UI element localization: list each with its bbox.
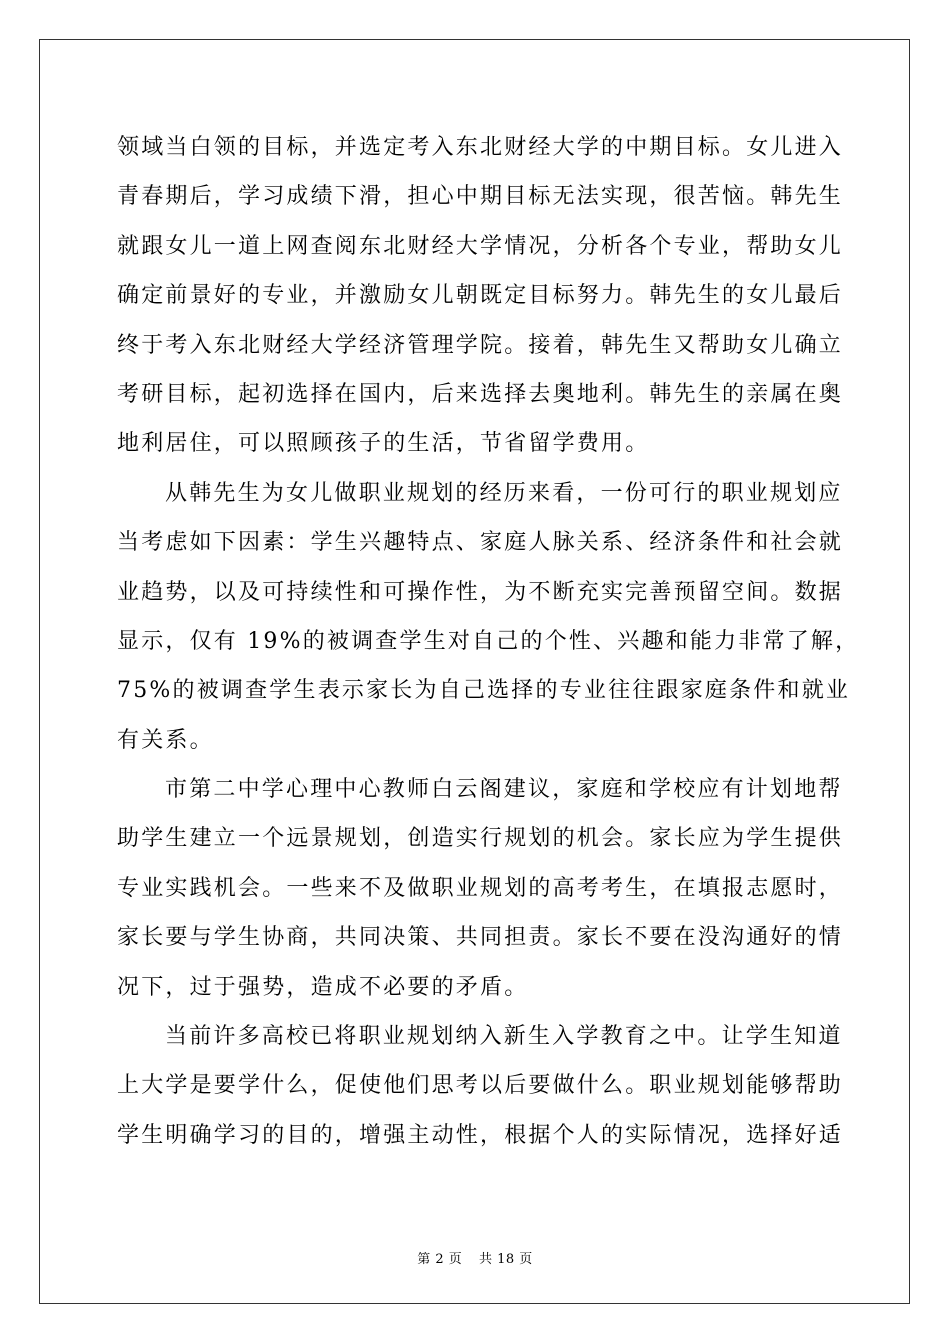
text-line: 学生明确学习的目的，增强主动性，根据个人的实际情况，选择好适 [117,1122,844,1148]
page-footer [0,1248,950,1267]
text-line: 确定前景好的专业，并激励女儿朝既定目标努力。韩先生的女儿最后 [117,283,844,309]
text-line: 青春期后，学习成绩下滑，担心中期目标无法实现，很苦恼。韩先生 [117,184,844,210]
text-line: 专业实践机会。一些来不及做职业规划的高考考生，在填报志愿时， [117,875,844,901]
text-line: 地利居住，可以照顾孩子的生活，节省留学费用。 [117,431,650,457]
page-total: 共 18 页 [478,1252,533,1267]
text-line: 家长要与学生协商，共同决策、共同担责。家长不要在没沟通好的情 [117,925,844,951]
text-line: 从韩先生为女儿做职业规划的经历来看，一份可行的职业规划应 [165,480,843,506]
text-line: 况下，过于强势，造成不必要的矛盾。 [117,974,529,1000]
text-line: 就跟女儿一道上网查阅东北财经大学情况，分析各个专业，帮助女儿 [117,233,844,259]
document-body [117,123,860,1160]
text-line: 有关系。 [117,727,214,753]
text-line: 上大学是要学什么，促使他们思考以后要做什么。职业规划能够帮助 [117,1073,844,1099]
text-line: 当前许多高校已将职业规划纳入新生入学教育之中。让学生知道 [165,1024,843,1050]
text-line: 考研目标，起初选择在国内，后来选择去奥地利。韩先生的亲属在奥 [117,381,844,407]
text-line: 助学生建立一个远景规划，创造实行规划的机会。家长应为学生提供 [117,826,844,852]
text-line: 显示，仅有 19%的被调查学生对自己的个性、兴趣和能力非常了解， [117,628,860,654]
text-line: 75%的被调查学生表示家长为自己选择的专业往往跟家庭条件和就业 [117,678,851,704]
page-number: 第 2 页 [417,1252,463,1267]
text-line: 领域当白领的目标，并选定考入东北财经大学的中期目标。女儿进入 [117,135,844,160]
text-line: 终于考入东北财经大学经济管理学院。接着，韩先生又帮助女儿确立 [117,332,844,358]
text-line: 业趋势，以及可持续性和可操作性，为不断充实完善预留空间。数据 [117,579,844,605]
text-line: 当考虑如下因素：学生兴趣特点、家庭人脉关系、经济条件和社会就 [117,530,844,556]
text-line: 市第二中学心理中心教师白云阁建议，家庭和学校应有计划地帮 [165,777,843,803]
